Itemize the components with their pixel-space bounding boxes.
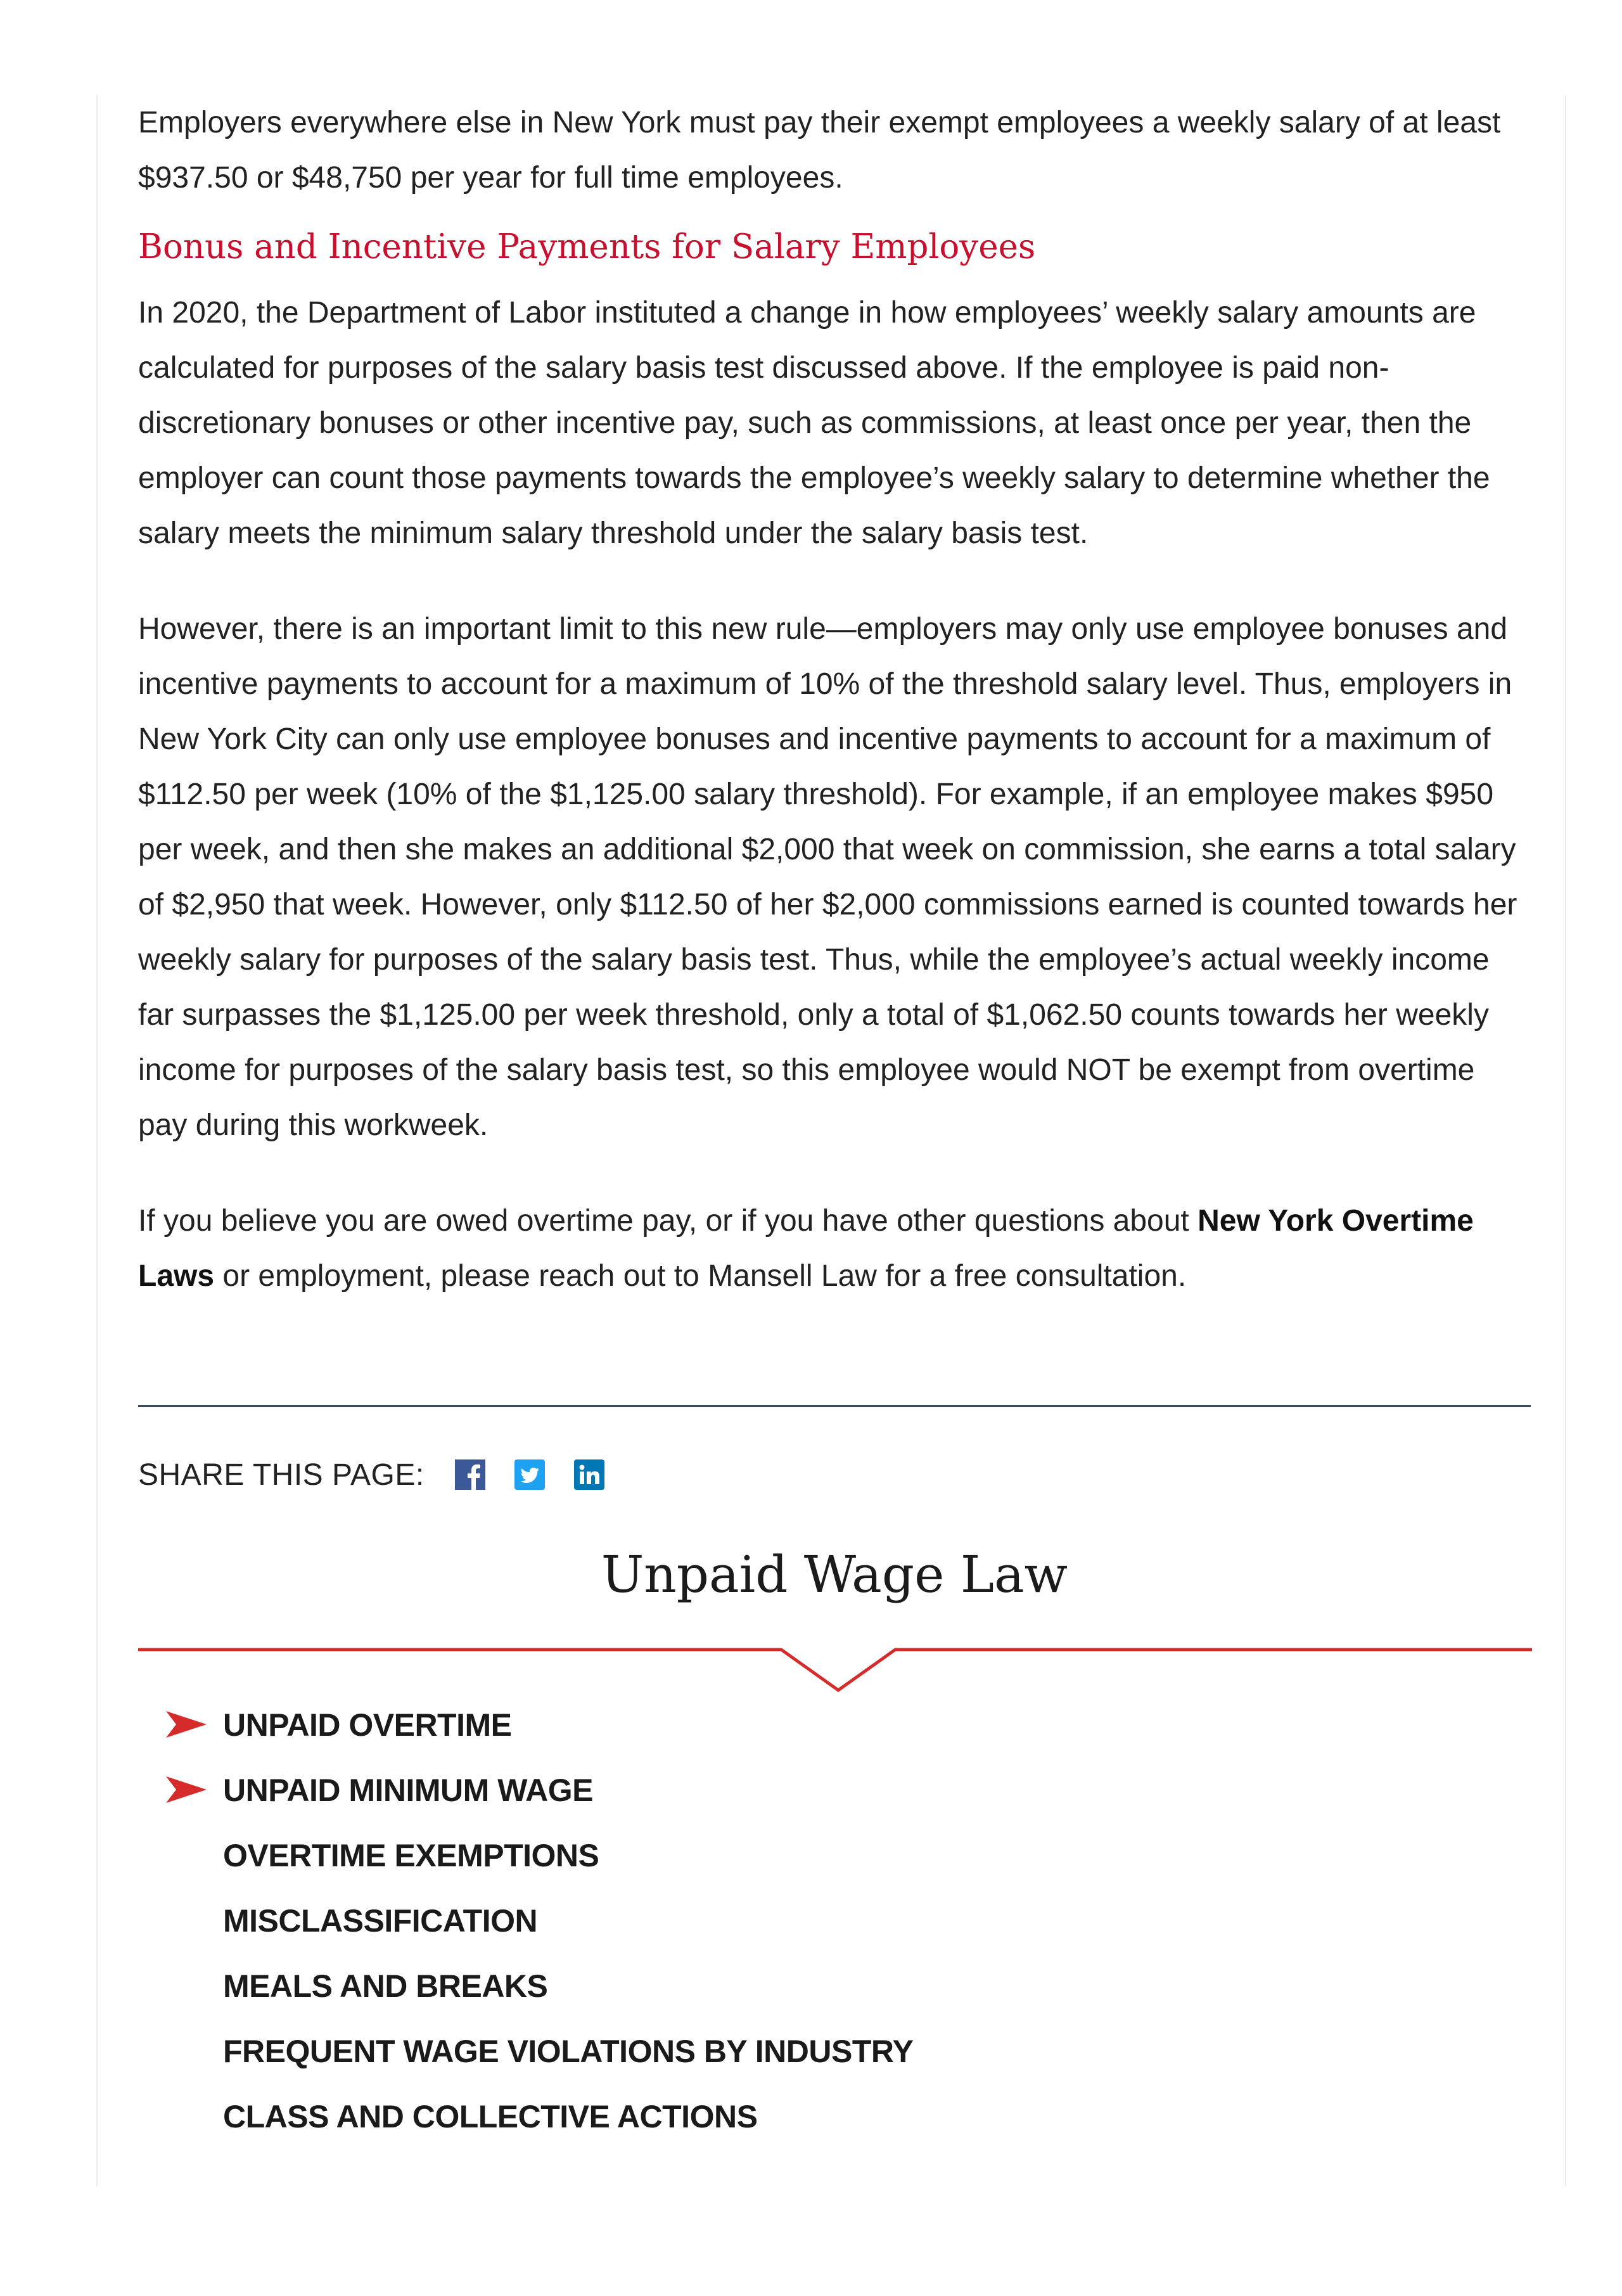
- content-frame-left-border: [96, 95, 98, 2186]
- sidebar-item-meals-and-breaks[interactable]: [165, 1953, 913, 2018]
- closing-paragraph: [138, 1193, 1532, 1304]
- sidebar-item-label: CLASS AND COLLECTIVE ACTIONS: [223, 2098, 758, 2134]
- sidebar-item-class-and-collective-actions[interactable]: [165, 2084, 913, 2149]
- sidebar-item-label: UNPAID MINIMUM WAGE: [223, 1772, 593, 1808]
- sidebar-item-unpaid-overtime[interactable]: [165, 1692, 913, 1757]
- arrow-right-icon: [165, 1710, 208, 1739]
- linkedin-icon[interactable]: [574, 1459, 604, 1490]
- share-bar: [138, 1454, 634, 1495]
- section-heading: Bonus and Incentive Payments for Salary Employees: [138, 228, 1036, 266]
- sidebar-item-unpaid-minimum-wage[interactable]: [165, 1757, 913, 1823]
- sidebar-item-label: MEALS AND BREAKS: [223, 1968, 548, 2004]
- arrow-right-icon: [165, 1775, 208, 1804]
- share-label: SHARE THIS PAGE:: [138, 1458, 425, 1492]
- sidebar-title: Unpaid Wage Law: [601, 1545, 1068, 1604]
- closing-text-after: or employment, please reach out to Mansell Law for a free consultation.: [214, 1259, 1187, 1293]
- sidebar-item-frequent-wage-violations-by-industry[interactable]: [165, 2018, 913, 2084]
- closing-text-before: If you believe you are owed overtime pay, or if you have other questions about: [138, 1204, 1198, 1238]
- intro-paragraph: Employers everywhere else in New York must pay their exempt employees a weekly salary of at least $937.50 or $48,750 per year for full time employees.: [138, 106, 1501, 195]
- limit-paragraph: However, there is an important limit to this new rule—employers may only use employee bonuses and incentive payments to account for a maximum of 10% of the threshold salary level. Thus, employers in New York City can only use employee bonuses and incentive payments to account for a maximum of $112.50 per week (10% of the $1,125.00 salary threshold). For example, if an employee makes $950 per week, and then she makes an additional $2,000 that week on commission, she earns a total salary of $2,950 that week. However, only $112.50 of her $2,000 commissions earned is counted towards her weekly salary for purposes of the salary basis test. Thus, while the employee’s actual weekly income far surpasses the $1,125.00 per week threshold, only a total of $1,062.50 counts towards her weekly income for purposes of the salary basis test, so this employee would NOT be exempt from overtime pay during this workweek.: [138, 612, 1517, 1142]
- facebook-icon[interactable]: [455, 1459, 485, 1490]
- content-frame-right-border: [1565, 95, 1566, 2186]
- sidebar-nav: [165, 1692, 913, 2149]
- new-york-overtime-laws-link[interactable]: New York Overtime Laws: [138, 1204, 1474, 1293]
- sidebar-item-overtime-exemptions[interactable]: [165, 1823, 913, 1888]
- bonus-paragraph: In 2020, the Department of Labor instituted a change in how employees’ weekly salary amounts are calculated for purposes of the salary basis test discussed above. If the employee is paid non-discretionary bonuses or other incentive pay, such as commissions, at least once per year, then the employer can count those payments towards the employee’s weekly salary to determine whether the salary meets the minimum salary threshold under the salary basis test.: [138, 296, 1490, 550]
- sidebar-item-label: OVERTIME EXEMPTIONS: [223, 1837, 599, 1873]
- twitter-icon[interactable]: [514, 1459, 545, 1490]
- sidebar-item-misclassification[interactable]: [165, 1888, 913, 1953]
- sidebar-item-label: MISCLASSIFICATION: [223, 1902, 538, 1939]
- sidebar-item-label: UNPAID OVERTIME: [223, 1707, 512, 1743]
- section-divider: [138, 1405, 1531, 1407]
- sidebar-item-label: FREQUENT WAGE VIOLATIONS BY INDUSTRY: [223, 2033, 914, 2069]
- title-divider-chevron: [138, 1622, 1532, 1698]
- article-content: [138, 95, 1532, 1304]
